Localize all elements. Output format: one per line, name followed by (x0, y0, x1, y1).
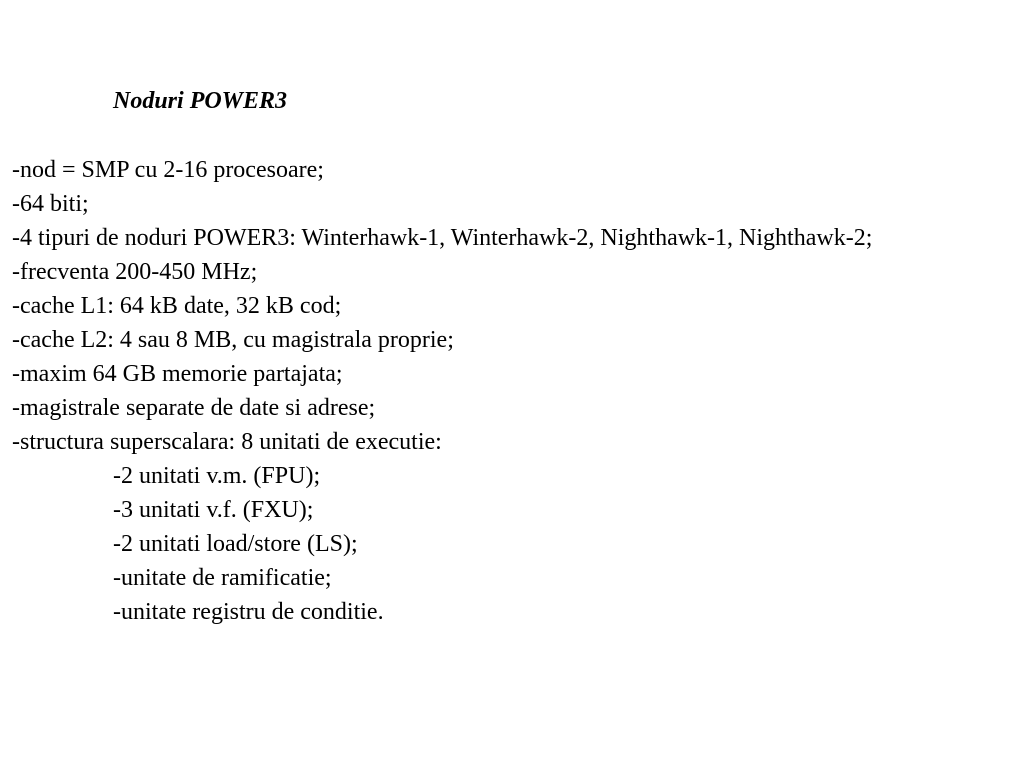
slide-title: Noduri POWER3 (113, 88, 288, 114)
sub-bullet-line: -unitate registru de conditie. (113, 599, 384, 625)
sub-bullet-line: -3 unitati v.f. (FXU); (113, 497, 314, 523)
bullet-line: -cache L1: 64 kB date, 32 kB cod; (12, 293, 342, 319)
bullet-line: -maxim 64 GB memorie partajata; (12, 361, 343, 387)
sub-bullet-line: -2 unitati load/store (LS); (113, 531, 358, 557)
bullet-line: -cache L2: 4 sau 8 MB, cu magistrala proprie; (12, 327, 454, 353)
bullet-line: -64 biti; (12, 191, 89, 217)
bullet-line: -structura superscalara: 8 unitati de executie: (12, 429, 442, 455)
bullet-line: -4 tipuri de noduri POWER3: Winterhawk-1, Winterhawk-2, Nighthawk-1, Nighthawk-2; (12, 225, 873, 251)
sub-bullet-line: -2 unitati v.m. (FPU); (113, 463, 321, 489)
bullet-list (12, 153, 1017, 629)
bullet-line: -magistrale separate de date si adrese; (12, 395, 376, 421)
bullet-line: -frecventa 200-450 MHz; (12, 259, 258, 285)
sub-bullet-line: -unitate de ramificatie; (113, 565, 332, 591)
bullet-line: -nod = SMP cu 2-16 procesoare; (12, 157, 324, 183)
